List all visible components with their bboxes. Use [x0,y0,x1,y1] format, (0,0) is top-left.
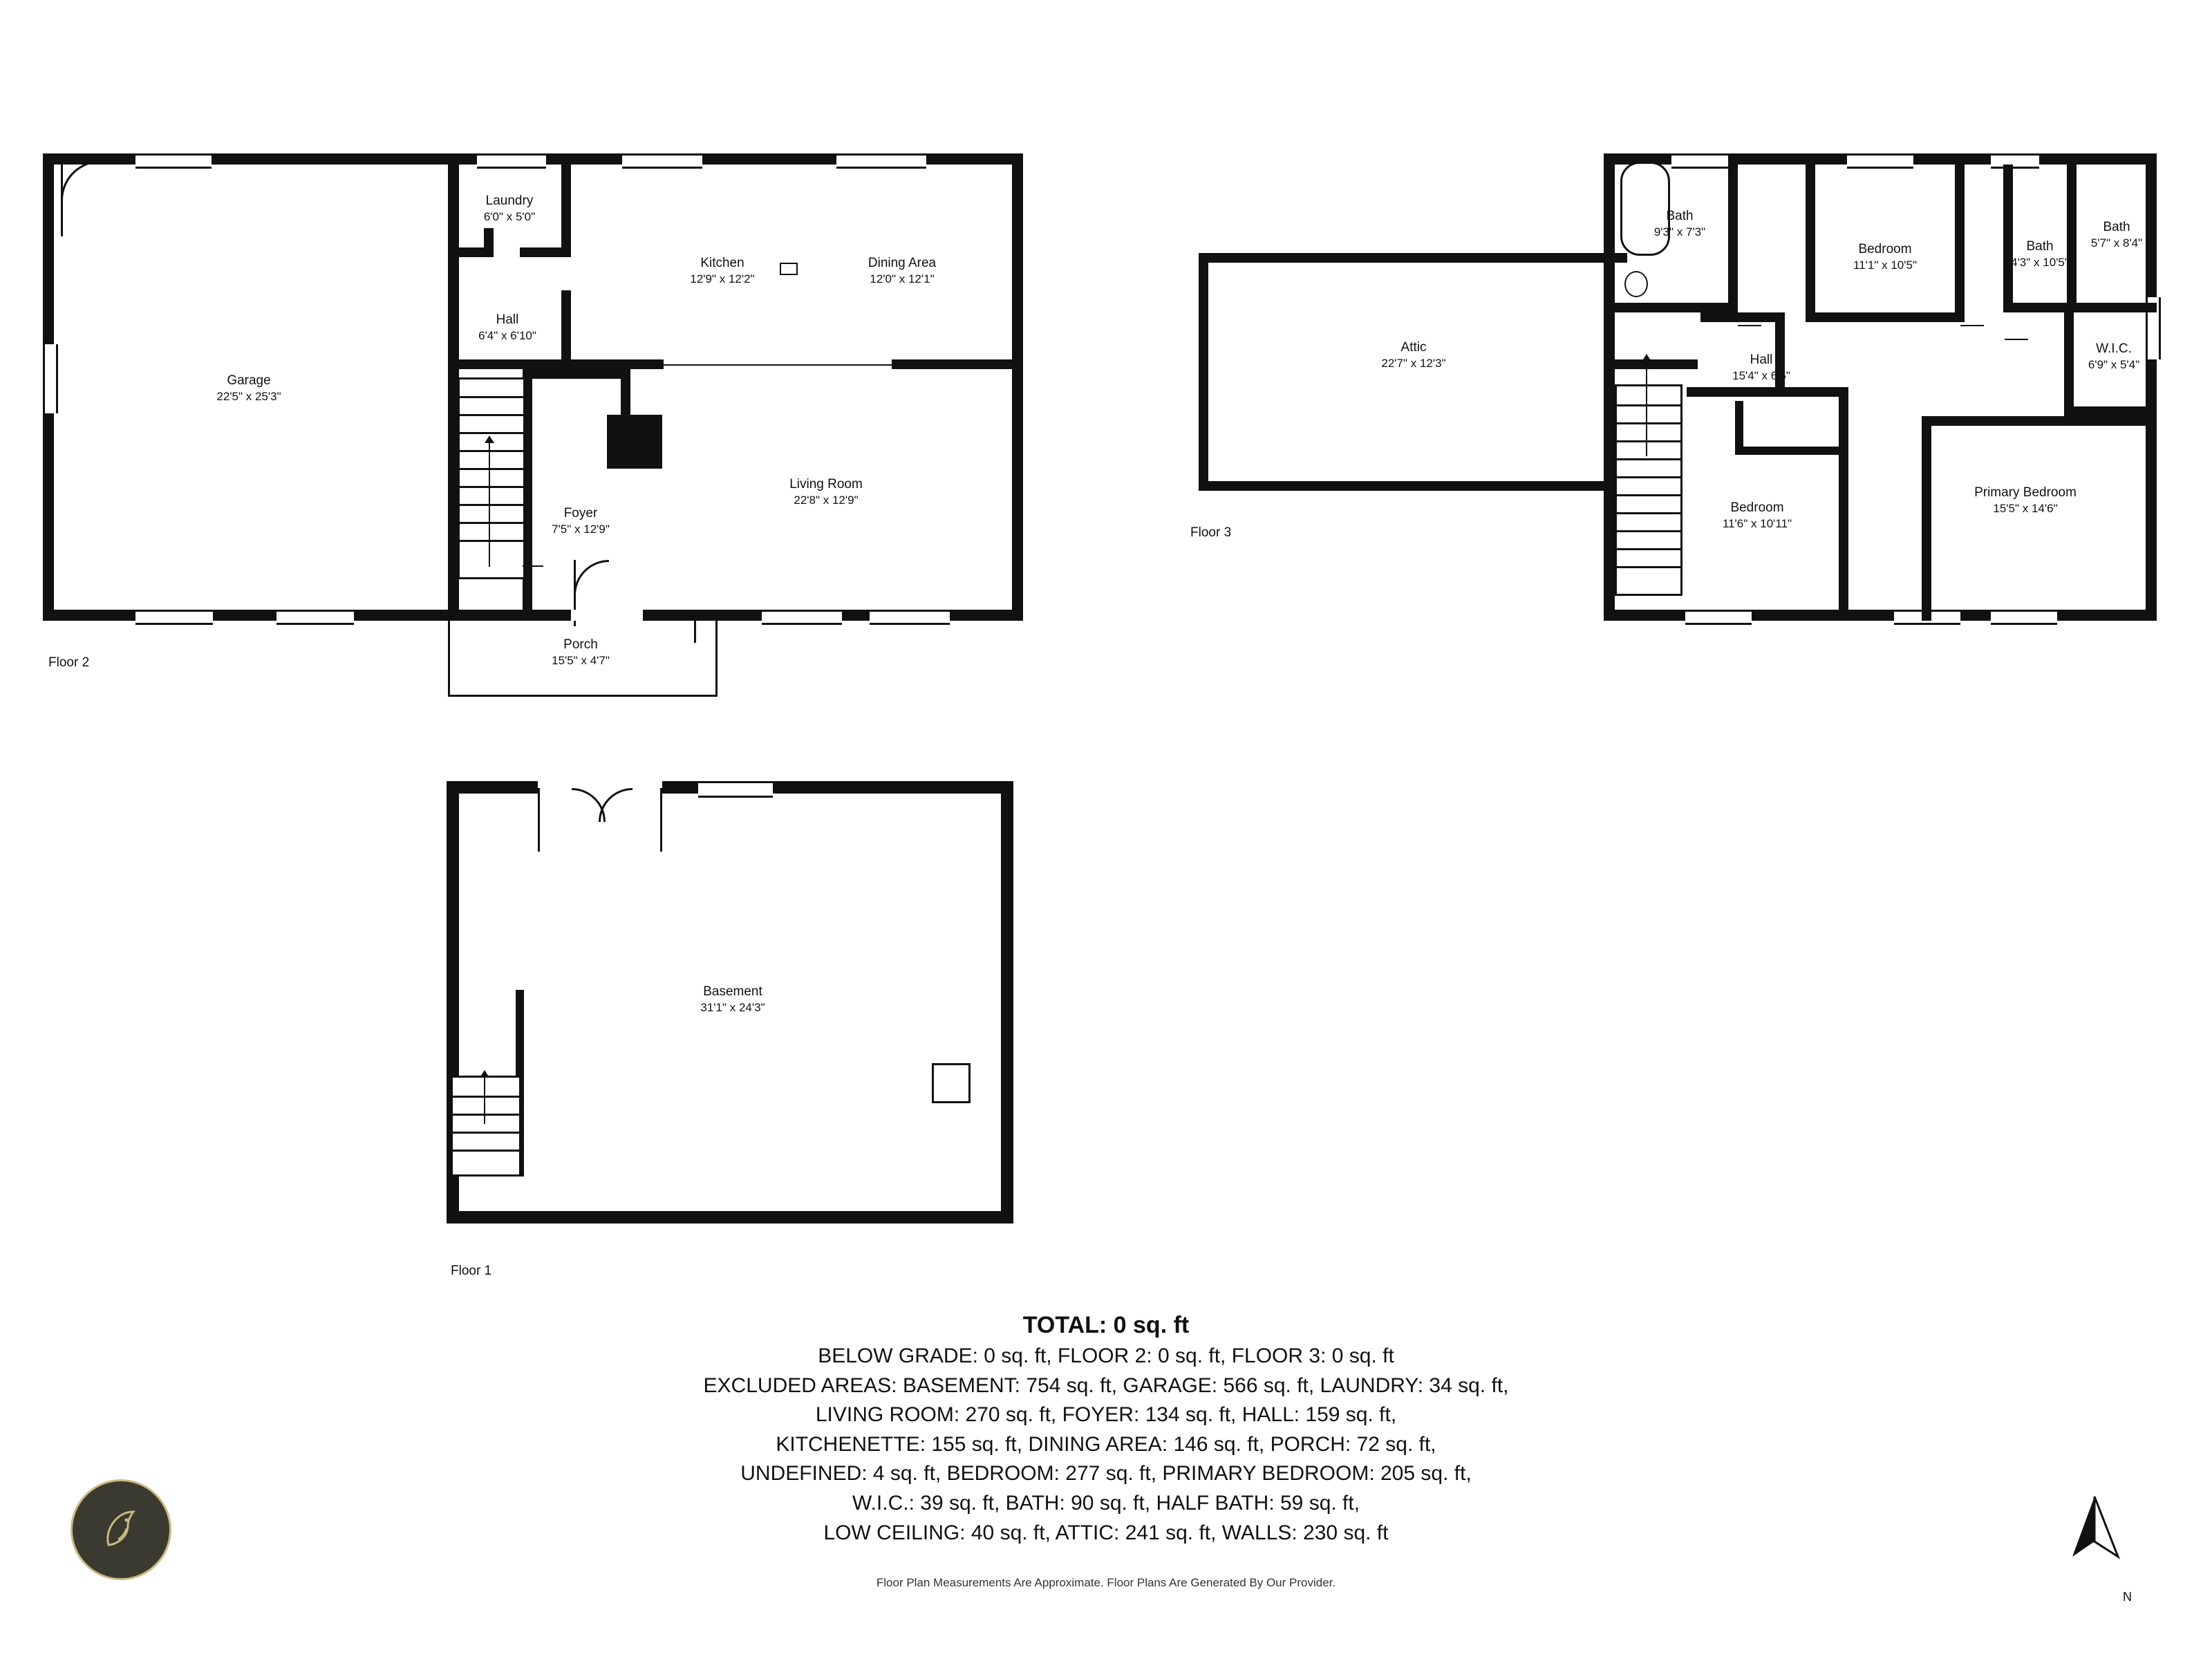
label-hall-f2-dim: 6'4" x 6'10" [478,329,536,343]
floor-tag-floor2: Floor 2 [48,655,90,670]
basement-wall-bottom [447,1211,1013,1224]
attic-wall-left [1199,253,1208,491]
label-foyer [512,505,650,538]
wic-wall-bottom [2064,406,2157,416]
label-laundry-dim: 6'0" x 5'0" [483,210,536,224]
chimney-block [607,415,662,469]
label-kitchen-dim: 12'9" x 12'2" [690,272,755,286]
summary-line-3: LIVING ROOM: 270 sq. ft, FOYER: 134 sq. ft, HALL: 159 sq. ft, [815,1403,1397,1427]
label-bedroom-1-name: Bedroom [1858,242,1912,256]
foyer-entry-opening [571,610,643,621]
bedroom1-wall-bottom [1806,312,1965,322]
label-bedroom-2 [1681,499,1833,532]
window-f3-bottom-3 [1991,610,2057,625]
floor2-wall-top-left [43,153,458,165]
label-garage-dim: 22'5" x 25'3" [216,390,281,404]
label-garage [173,372,325,405]
basement-door-leaf-right [660,788,662,852]
porch-edge-right [715,621,718,697]
staircase-basement [451,1076,521,1177]
label-bath-2-dim: 4'3" x 10'5" [2011,256,2069,270]
basement-door-opening [538,781,662,794]
label-hall-f3 [1692,351,1830,384]
label-kitchen [643,254,802,288]
floor-tag-floor1: Floor 1 [451,1264,492,1278]
compass-rose [2046,1493,2132,1604]
summary-line-2: EXCLUDED AREAS: BASEMENT: 754 sq. ft, GARAGE: 566 sq. ft, LAUNDRY: 34 sq. ft, [703,1374,1509,1397]
label-bath-3-name: Bath [2103,220,2130,234]
stair-direction-line-basement [484,1076,485,1124]
window-top-kitchen-1 [622,153,702,169]
label-foyer-dim: 7'5" x 12'9" [552,523,610,536]
hall-wall-bottom [448,359,571,369]
door-marker-f3-b [1960,325,1984,326]
label-attic [1334,339,1493,372]
label-hall-f3-name: Hall [1750,353,1773,367]
attic-wall-bottom [1199,481,1627,491]
porch-edge-bottom [448,695,718,697]
staircase-floor3 [1615,384,1683,596]
summary-total: TOTAL: 0 sq. ft [1022,1312,1190,1338]
label-hall-f3-dim: 15'4" x 6'5" [1732,369,1790,383]
window-bottom-living-1 [762,610,842,625]
label-bedroom-2-name: Bedroom [1730,500,1784,515]
summary-line-5: UNDEFINED: 4 sq. ft, BEDROOM: 277 sq. ft, PRIMARY BEDROOM: 205 sq. ft, [740,1462,1472,1485]
stair-up-arrow-floor2 [485,435,494,443]
laundry-wall-inner [484,228,494,257]
label-bath-1-name: Bath [1666,209,1694,223]
basement-door-leaf-left [538,788,540,852]
hall-f3-wall-top [1700,312,1783,322]
window-f3-top-2 [1847,153,1913,169]
label-living-room-name: Living Room [789,477,863,491]
primary-bedroom-wall-left [1922,416,1931,621]
label-dining-dim: 12'0" x 12'1" [870,272,935,286]
hall-f3-wall-bottom [1687,387,1839,397]
stair-up-arrow-floor3 [1642,354,1651,362]
window-f3-top-3 [1991,153,2039,169]
label-porch-name: Porch [563,637,598,652]
garage-door-arc [61,160,141,241]
closet-f3-wall-2 [1735,401,1743,455]
door-marker-f3-a [1738,325,1761,326]
compass-north-label: N [2123,1590,2132,1604]
kitchen-counter-line [664,364,892,366]
porch-edge-left [448,621,450,697]
window-top-dining-1 [836,153,926,169]
garage-door-leaf [61,160,63,236]
compass-needle-icon [2046,1493,2129,1583]
window-bottom-living-2 [870,610,950,625]
label-attic-dim: 22'7" x 12'3" [1381,357,1446,371]
label-bedroom-1 [1811,241,1959,274]
wolf-logo-icon [88,1497,154,1563]
disclaimer-text: Floor Plan Measurements Are Approximate. Floor Plans Are Generated By Our Provider. [876,1576,1336,1589]
window-basement-top [698,781,773,798]
basement-door-arc-right [599,788,666,856]
label-primary-bedroom [1929,484,2122,517]
door-marker-f3-c [2005,339,2028,340]
label-foyer-name: Foyer [563,506,598,521]
summary-line-4: KITCHENETTE: 155 sq. ft, DINING AREA: 146 sq. ft, PORCH: 72 sq. ft, [776,1432,1436,1456]
label-living-room-dim: 22'8" x 12'9" [794,494,859,507]
stair-up-arrow-basement [480,1070,489,1078]
bath1-wall-bottom [1615,303,1738,312]
label-living-room [743,476,909,509]
area-summary [0,1312,2212,1548]
window-bottom-garage-2 [276,610,354,625]
attic-wall-top [1199,253,1627,263]
label-wic-dim: 6'9" x 5'4" [2088,358,2140,372]
label-bath-1 [1618,207,1742,241]
label-bath-2-name: Bath [2026,239,2054,254]
summary-line-1: BELOW GRADE: 0 sq. ft, FLOOR 2: 0 sq. ft, FLOOR 3: 0 sq. ft [818,1344,1394,1367]
closet-f3-wall-1 [1735,447,1846,455]
label-bedroom-1-dim: 11'1" x 10'5" [1853,259,1917,272]
foyer-wall-left [448,369,458,621]
living-room-partition [532,369,630,379]
window-top-garage-1 [135,153,212,169]
floor-tag-floor3: Floor 3 [1190,525,1232,540]
hall-f3-wall-left [1615,359,1698,369]
label-wic-name: W.I.C. [2096,341,2132,356]
primary-bedroom-wall-top [1922,416,2157,426]
label-bath-3 [2054,218,2179,252]
label-dining-name: Dining Area [868,256,937,270]
label-basement-name: Basement [703,984,762,999]
provider-logo [71,1479,171,1580]
label-hall-f2-name: Hall [496,312,519,327]
floor2-wall-right [1012,153,1023,621]
label-porch-dim: 15'5" x 4'7" [552,654,610,668]
bath3-wall-bottom [2077,303,2157,312]
window-f3-bottom-1 [1685,610,1752,625]
label-basement-dim: 31'1" x 24'3" [700,1001,765,1015]
label-bath-1-dim: 9'3" x 7'3" [1653,225,1706,239]
label-primary-bedroom-name: Primary Bedroom [1974,485,2077,500]
summary-line-6: W.I.C.: 39 sq. ft, BATH: 90 sq. ft, HALF BATH: 59 sq. ft, [852,1491,1360,1515]
label-wic [2052,340,2176,373]
bath2-wall-bottom [2003,303,2077,312]
window-top-laundry [477,153,546,169]
stair-direction-line-floor2 [489,442,490,567]
basement-wall-right [1001,781,1013,1224]
window-left-garage [43,344,58,413]
summary-line-7: LOW CEILING: 40 sq. ft, ATTIC: 241 sq. ft, WALLS: 230 sq. ft [823,1521,1389,1544]
label-porch [512,636,650,669]
label-garage-name: Garage [227,373,271,388]
label-primary-bedroom-dim: 15'5" x 14'6" [1993,502,2058,516]
f3-stair-wall-left [1604,359,1615,621]
stair-direction-line-floor3 [1646,359,1647,456]
basement-utility-box [932,1063,971,1103]
label-basement [664,983,802,1016]
bedroom2-wall-right [1839,462,1848,621]
staircase-floor2 [458,377,525,579]
basement-door-arc-left [538,788,606,856]
label-dining [819,254,985,288]
label-attic-name: Attic [1400,340,1427,355]
porch-mid-tick [694,621,696,643]
label-bedroom-2-dim: 11'6" x 10'11" [1722,517,1792,531]
window-bottom-garage-1 [135,610,213,625]
label-laundry-name: Laundry [485,194,534,208]
foyer-side-door-marker [523,565,543,567]
label-hall-f2 [431,311,583,344]
label-laundry [437,192,582,225]
label-kitchen-name: Kitchen [700,256,744,270]
toilet-icon-bath1 [1624,271,1648,297]
label-bath-3-dim: 5'7" x 8'4" [2090,236,2143,250]
